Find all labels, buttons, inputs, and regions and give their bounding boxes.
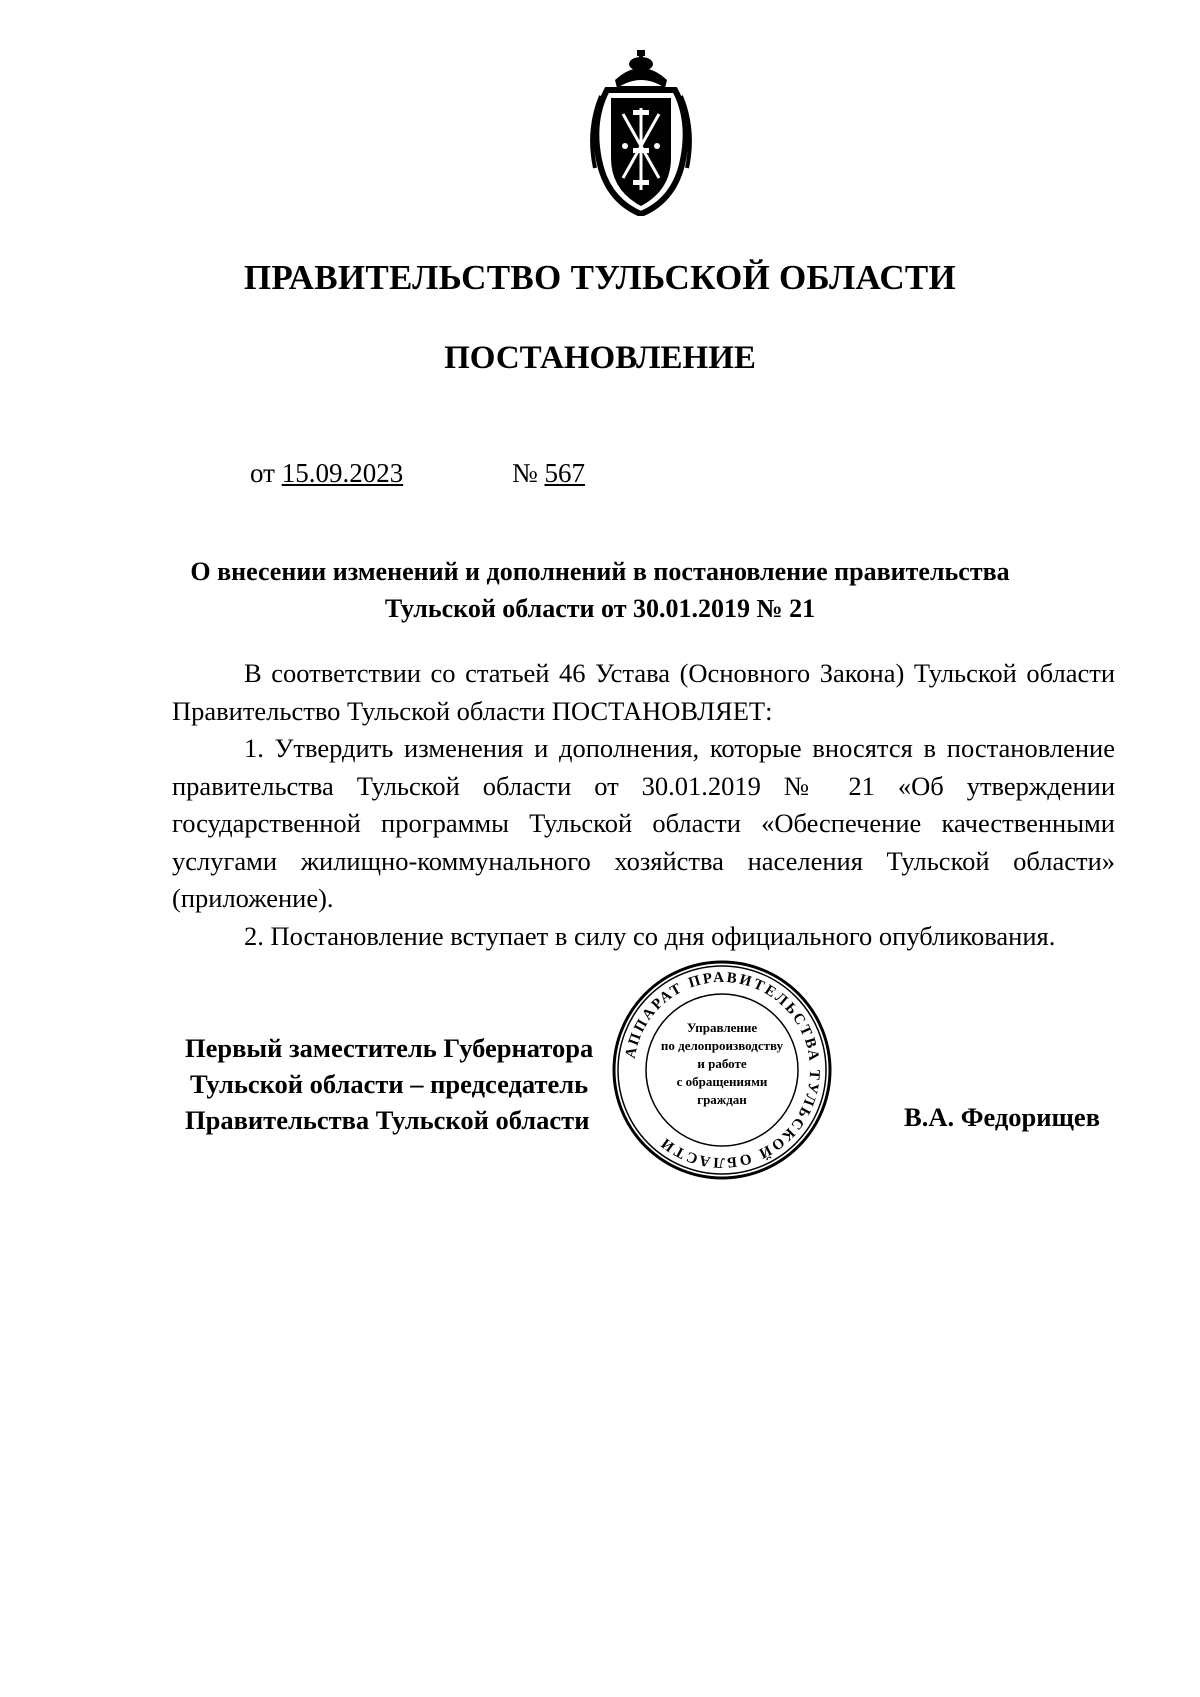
document-subject <box>140 553 1060 627</box>
date-prefix: от <box>250 458 275 488</box>
seal-center-line: и работе <box>697 1056 747 1071</box>
position-line: Тульской области – председатель <box>190 1069 589 1099</box>
position-line: Правительства Тульской области <box>185 1105 590 1135</box>
body-paragraph: 1. Утвердить изменения и дополнения, которые вносятся в постановление правительства Тульской области от 30.01.2019 № 21 «Об утверждении государственной программы Тульской области «Обеспечение качественными услугами жилищно-коммунального хозяйства населения Тульской области» (приложение). <box>172 733 1115 913</box>
number-block <box>512 458 585 489</box>
round-seal-icon <box>610 958 834 1182</box>
organization-title: ПРАВИТЕЛЬСТВО ТУЛЬСКОЙ ОБЛАСТИ <box>243 258 957 297</box>
document-number: 567 <box>544 458 585 488</box>
document-date: 15.09.2023 <box>281 458 404 488</box>
seal-center-line: по делопроизводству <box>660 1038 784 1053</box>
signatory-name: В.А. Федорищев <box>904 1102 1100 1132</box>
date-number-line <box>250 458 585 489</box>
subject-line: О внесении изменений и дополнений в постановление правительства <box>190 557 1010 586</box>
seal-center-line: с обращениями <box>676 1074 768 1089</box>
position-line: Первый заместитель Губернатора <box>185 1033 594 1063</box>
seal-center-line: граждан <box>697 1092 747 1107</box>
document-type: ПОСТАНОВЛЕНИЕ <box>444 340 756 376</box>
body-paragraph: 2. Постановление вступает в силу со дня официального опубликования. <box>244 920 1056 951</box>
document-body <box>172 655 1115 955</box>
seal-ring-text: АППАРАТ ПРАВИТЕЛЬСТВА ТУЛЬСКОЙ ОБЛАСТИ <box>622 969 823 1171</box>
tula-coat-of-arms-icon <box>585 50 697 216</box>
signatory-position <box>185 1030 593 1138</box>
number-prefix: № <box>511 458 538 488</box>
body-paragraph: В соответствии со статьей 46 Устава (Основного Закона) Тульской области Правительство Тульской области ПОСТАНОВЛЯЕТ: <box>172 658 1115 726</box>
subject-line: Тульской области от 30.01.2019 № 21 <box>384 594 816 623</box>
seal-center-line: Управление <box>686 1020 758 1035</box>
